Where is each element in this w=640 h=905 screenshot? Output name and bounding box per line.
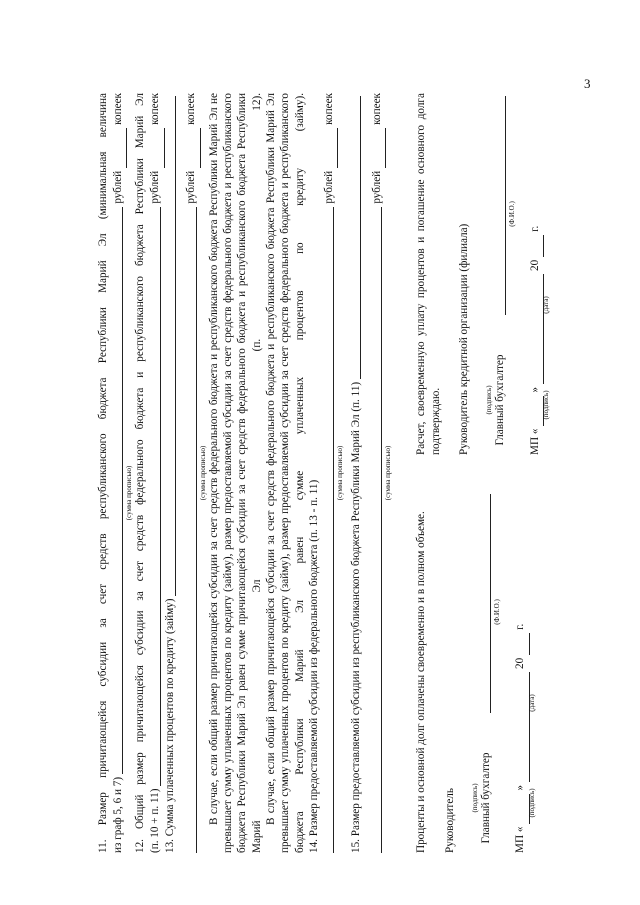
sum-caption: (сумма прописью)	[125, 465, 134, 521]
kop-label: копеек	[112, 93, 124, 125]
mp-label: МП «	[528, 428, 541, 455]
date-caption: (дата)	[527, 694, 536, 712]
item-13-kop-line[interactable]	[188, 128, 201, 168]
item-15-text: 15. Размер предоставляемой субсидии из республиканского бюджета Республики Марий Эл (п. 11)	[349, 381, 362, 853]
year-line[interactable]	[531, 235, 544, 257]
item-14-text: 14. Размер предоставляемой субсидии из федерального бюджета (п. 13 - п. 11)	[307, 479, 320, 853]
borrower-fio-line[interactable]	[478, 494, 491, 713]
sign-caption: (подпись)	[485, 385, 494, 415]
item-11-row	[110, 93, 125, 853]
item-14-row-2	[321, 93, 336, 853]
item-13-row	[163, 93, 178, 853]
rub-label: рублей	[112, 170, 124, 204]
item-15-sum-line[interactable]	[348, 96, 361, 379]
year-prefix: 20	[514, 657, 527, 669]
rotated-form	[96, 93, 550, 853]
item-14-row	[307, 93, 321, 853]
sum-caption: (сумма прописью)	[384, 445, 393, 501]
quote-close: »	[514, 784, 527, 791]
borrower-statement: Проценты и основной долг оплачены своевременно и в полном объеме.	[415, 511, 428, 853]
item-11-sum-line[interactable]	[110, 207, 123, 774]
sign-caption: (подпись)	[527, 788, 536, 818]
bank-date-row	[528, 93, 542, 455]
condition-paragraph-2: В случае, если общий размер причитающейся субсидии за счет средств федерального бюджета и республиканского бюджета Республики Марий Эл превышает сумму уплаченных процентов по кредиту (займу), размер предоставляемой субсидии за счет средств федерального бюджета и республиканского бюджета Республики Марий Эл равен сумме уплаченных процентов по кредиту (займу).	[264, 93, 306, 853]
fio-caption: (Ф.И.О.)	[493, 599, 502, 625]
item-12-sum-line[interactable]	[148, 207, 161, 786]
condition-paragraph-1: В случае, если общий размер причитающейся субсидии за счет средств федерального бюджета и республиканского бюджета Республики Марий Эл не превышает сумму уплаченных процентов по кредиту (займу), размер предоставляемой субсидии за счет средств федерального бюджета и республиканского бюджета Республики Марий Эл равен сумме причитающейся субсидии за счет средств федерального бюджета и республиканского бюджета Республики Марий Эл (п. 12).	[207, 93, 263, 853]
item-13-sum-line-2[interactable]	[184, 207, 197, 853]
item-15-row	[348, 93, 363, 853]
fio-caption: (Ф.И.О.)	[507, 201, 516, 227]
borrower-date-row	[513, 491, 527, 853]
date-caption: (дата)	[541, 296, 550, 314]
kop-label: копеек	[149, 93, 162, 125]
borrower-accountant-label: Главный бухгалтер	[479, 752, 492, 844]
item-15-row-2	[369, 93, 384, 853]
year-line[interactable]	[517, 633, 530, 655]
item-13-text: 13. Сумма уплаченных процентов по кредиту (займу)	[164, 598, 177, 853]
sign-caption: (подпись)	[541, 390, 550, 420]
borrower-accountant-row	[471, 491, 493, 853]
item-11-text: 11. Размер причитающейся субсидии за счет средств республиканского бюджета Республики Марий Эл (минимальная величина	[97, 93, 109, 853]
kop-label: копеек	[322, 93, 335, 125]
kop-label: копеек	[185, 93, 198, 125]
item-14-kop-line[interactable]	[325, 128, 338, 168]
sum-caption: (сумма прописью)	[336, 445, 345, 501]
signature-section	[414, 93, 550, 853]
sign-caption: (подпись)	[470, 783, 479, 813]
rub-label: рублей	[370, 170, 383, 204]
bank-accountant-row	[485, 93, 507, 455]
borrower-head-label: Руководитель	[443, 788, 456, 853]
quote-close: »	[528, 386, 541, 393]
bank-head-label: Руководитель кредитной организации (филиала)	[457, 223, 470, 455]
item-13-row-2	[184, 93, 199, 853]
item-12-text: 12. Общий размер причитающейся субсидии за счет средств федерального бюджета и республиканского бюджета Республики Марий Эл	[134, 93, 147, 853]
rub-label: рублей	[322, 170, 335, 204]
item-13-sum-line[interactable]	[163, 96, 176, 596]
mp-label: МП «	[514, 826, 527, 853]
item-12-ref: (п. 10 + п. 11)	[149, 788, 162, 853]
year-prefix: 20	[528, 259, 541, 271]
borrower-block	[414, 491, 550, 853]
year-suffix: г.	[528, 225, 541, 232]
item-14-sum-line[interactable]	[321, 207, 334, 853]
bank-accountant-label: Главный бухгалтер	[494, 354, 507, 446]
item-15-sum-line-2[interactable]	[369, 207, 382, 853]
rub-label: рублей	[149, 170, 162, 204]
sum-caption: (сумма прописью)	[198, 445, 207, 501]
item-11-kop-line[interactable]	[114, 128, 127, 168]
year-suffix: г.	[514, 623, 527, 630]
rub-label: рублей	[185, 170, 198, 204]
item-15-kop-line[interactable]	[373, 128, 386, 168]
bank-statement: Расчет, своевременную уплату процентов и погашение основного долга подтверждаю.	[415, 93, 442, 455]
page-number: 3	[584, 76, 591, 91]
item-12-row	[148, 93, 163, 853]
kop-label: копеек	[370, 93, 383, 125]
bank-block	[414, 93, 550, 455]
bank-fio-line[interactable]	[493, 96, 506, 315]
item-11-ref: из граф 5, 6 и 7)	[112, 776, 124, 853]
